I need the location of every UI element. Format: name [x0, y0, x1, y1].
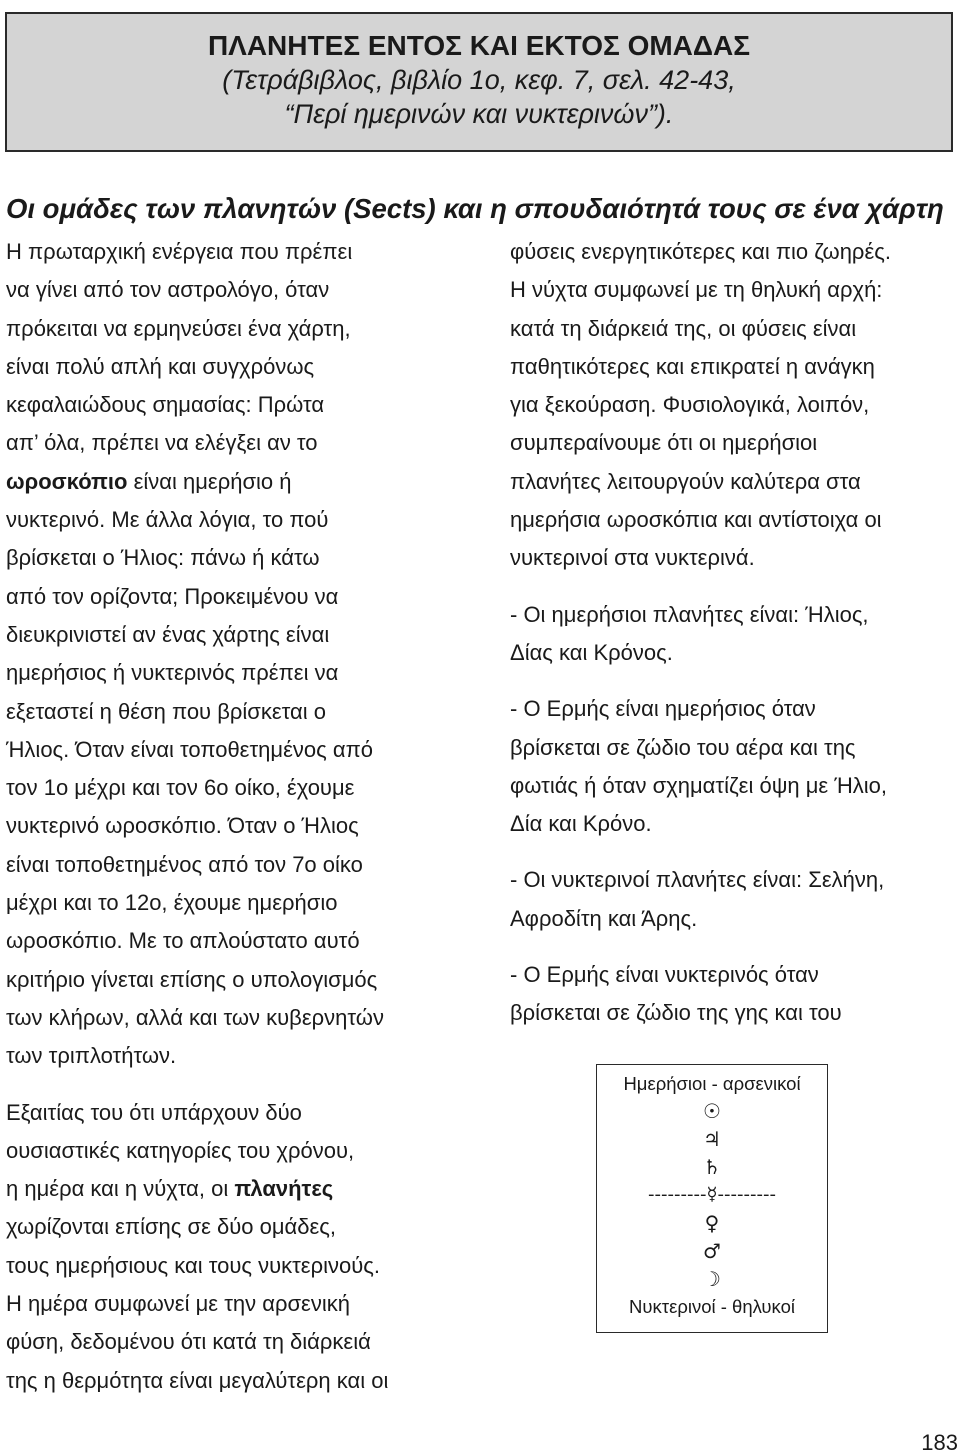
text-line: απ’ όλα, πρέπει να ελέγξει αν το [6, 430, 318, 456]
text-line: ημερήσιος ή νυκτερινός πρέπει να [6, 660, 339, 686]
left-paragraph-2 [6, 1094, 476, 1400]
nocturnal-feminine-label: Νυκτερινοί - θηλυκοί [629, 1296, 795, 1317]
text-line: φύσεις ενεργητικότερες και πιο ζωηρές. [510, 239, 891, 264]
text-line: πρόκειται να ερμηνεύσει ένα χάρτη, [6, 315, 351, 341]
text-line [6, 1170, 476, 1208]
text-line: νυκτερινό. Με άλλα λόγια, το πού [6, 507, 329, 533]
text-line [6, 463, 476, 501]
text-line: για ξεκούραση. Φυσιολογικά, λοιπόν, [510, 392, 870, 418]
text-line: Ήλιος. Όταν είναι τοποθετημένος από [6, 736, 373, 762]
section-heading: Οι ομάδες των πλανητών (Sects) και η σπουδαιότητά τους σε ένα χάρτη [6, 193, 944, 224]
text-line: εξεταστεί η θέση που βρίσκεται ο [6, 698, 326, 724]
left-column [6, 233, 476, 1400]
text-line: Η νύχτα συμφωνεί με τη θηλυκή αρχή: [510, 277, 883, 303]
text-line: Δία και Κρόνο. [510, 811, 652, 837]
text-line: πλανήτες λειτουργούν καλύτερα στα [510, 468, 861, 494]
chapter-title: ΠΛΑΝΗΤΕΣ ΕΝΤΟΣ ΚΑΙ ΕΚΤΟΣ ΟΜΑΔΑΣ [207, 30, 751, 61]
text-line: συμπεραίνουμε ότι οι ημερήσιοι [510, 430, 818, 456]
text-line: φωτιάς ή όταν σχηματίζει όψη με Ήλιο, [510, 772, 887, 798]
text-line: να γίνει από τον αστρολόγο, όταν [6, 277, 330, 303]
mercury-icon: ---------☿--------- [648, 1184, 776, 1205]
venus-icon: ♀ [704, 1211, 720, 1235]
text-line: Δίας και Κρόνος. [510, 639, 673, 665]
text-line: είναι τοποθετημένος από τον 7ο οίκο [6, 851, 363, 877]
mars-icon: ♂ [703, 1239, 721, 1263]
list-item-diurnal-planets [510, 596, 960, 673]
bold-term-horoscope: ωροσκόπιο [6, 468, 128, 494]
chapter-source-line-1: (Τετράβιβλος, βιβλίο 1ο, κεφ. 7, σελ. 42-43, [222, 65, 736, 95]
text-line: της η θερμότητα είναι μεγαλύτερη και οι [6, 1367, 389, 1393]
bold-term-planets: πλανήτες [234, 1176, 334, 1202]
text-line: των κλήρων, αλλά και των κυβερνητών [6, 1004, 384, 1030]
text-line: των τριπλοτήτων. [6, 1043, 177, 1069]
text-line: - Οι ημερήσιοι πλανήτες είναι: Ήλιος, [510, 601, 869, 627]
text-line: - Οι νυκτερινοί πλανήτες είναι: Σελήνη, [510, 867, 885, 893]
text-line: βρίσκεται σε ζώδιο της γης και του [510, 1000, 842, 1026]
chapter-source-line-2: “Περί ημερινών και νυκτερινών”). [284, 99, 674, 129]
text-line: μέχρι και το 12ο, έχουμε ημερήσιο [6, 890, 338, 916]
text-line: βρίσκεται ο Ήλιος: πάνω ή κάτω [6, 545, 320, 571]
sun-icon: ☉ [703, 1099, 721, 1123]
text-line: - Ο Ερμής είναι ημερήσιος όταν [510, 696, 816, 722]
list-item-nocturnal-planets [510, 861, 960, 938]
text-line: Αφροδίτη και Άρης. [510, 905, 698, 931]
list-item-mercury-nocturnal [510, 956, 960, 1033]
right-column [510, 233, 960, 1033]
diurnal-masculine-label: Ημερήσιοι - αρσενικοί [623, 1073, 801, 1094]
saturn-icon: ♄ [703, 1155, 721, 1179]
sect-diagram-box [596, 1064, 828, 1333]
list-item-mercury-diurnal [510, 690, 960, 843]
text-line: παθητικότερες και επικρατεί η ανάγκη [510, 353, 875, 379]
text-line: κατά τη διάρκειά της, οι φύσεις είναι [510, 315, 857, 341]
text-line: Η πρωταρχική ενέργεια που πρέπει [6, 239, 353, 264]
page-number: 183 [921, 1430, 958, 1455]
text-line: - Ο Ερμής είναι νυκτερινός όταν [510, 962, 819, 988]
text-line: νυκτερινό ωροσκόπιο. Όταν ο Ήλιος [6, 813, 359, 839]
right-paragraph-1 [510, 233, 960, 578]
text-line: ουσιαστικές κατηγορίες του χρόνου, [6, 1137, 355, 1163]
text-line: είναι πολύ απλή και συγχρόνως [6, 353, 315, 379]
text-line: φύση, δεδομένου ότι κατά τη διάρκειά [6, 1329, 371, 1355]
text-line: νυκτερινοί στα νυκτερινά. [510, 545, 755, 571]
text-line: τους ημερήσιους και τους νυκτερινούς. [6, 1252, 380, 1278]
text-line: χωρίζονται επίσης σε δύο ομάδες, [6, 1214, 337, 1240]
text-line: Εξαιτίας του ότι υπάρχουν δύο [6, 1099, 302, 1125]
text-line: διευκρινιστεί αν ένας χάρτης είναι [6, 621, 330, 647]
text-line: Η ημέρα συμφωνεί με την αρσενική [6, 1291, 350, 1317]
title-box [5, 12, 953, 152]
text-fragment: η ημέρα και η νύχτα, οι [6, 1176, 235, 1202]
moon-icon: ☽ [703, 1267, 721, 1291]
jupiter-icon: ♃ [703, 1127, 721, 1151]
text-line: κεφαλαιώδους σημασίας: Πρώτα [6, 392, 325, 418]
text-line: κριτήριο γίνεται επίσης ο υπολογισμός [6, 966, 378, 992]
text-line: ημερήσια ωροσκόπια και αντίστοιχα οι [510, 507, 882, 533]
text-fragment: είναι ημερήσιο ή [127, 468, 292, 494]
text-line: βρίσκεται σε ζώδιο του αέρα και της [510, 734, 856, 760]
left-paragraph-1 [6, 233, 476, 1076]
text-line: τον 1ο μέχρι και τον 6ο οίκο, έχουμε [6, 775, 355, 801]
text-line: ωροσκόπιο. Με το απλούστατο αυτό [6, 928, 360, 954]
text-line: από τον ορίζοντα; Προκειμένου να [6, 583, 339, 609]
